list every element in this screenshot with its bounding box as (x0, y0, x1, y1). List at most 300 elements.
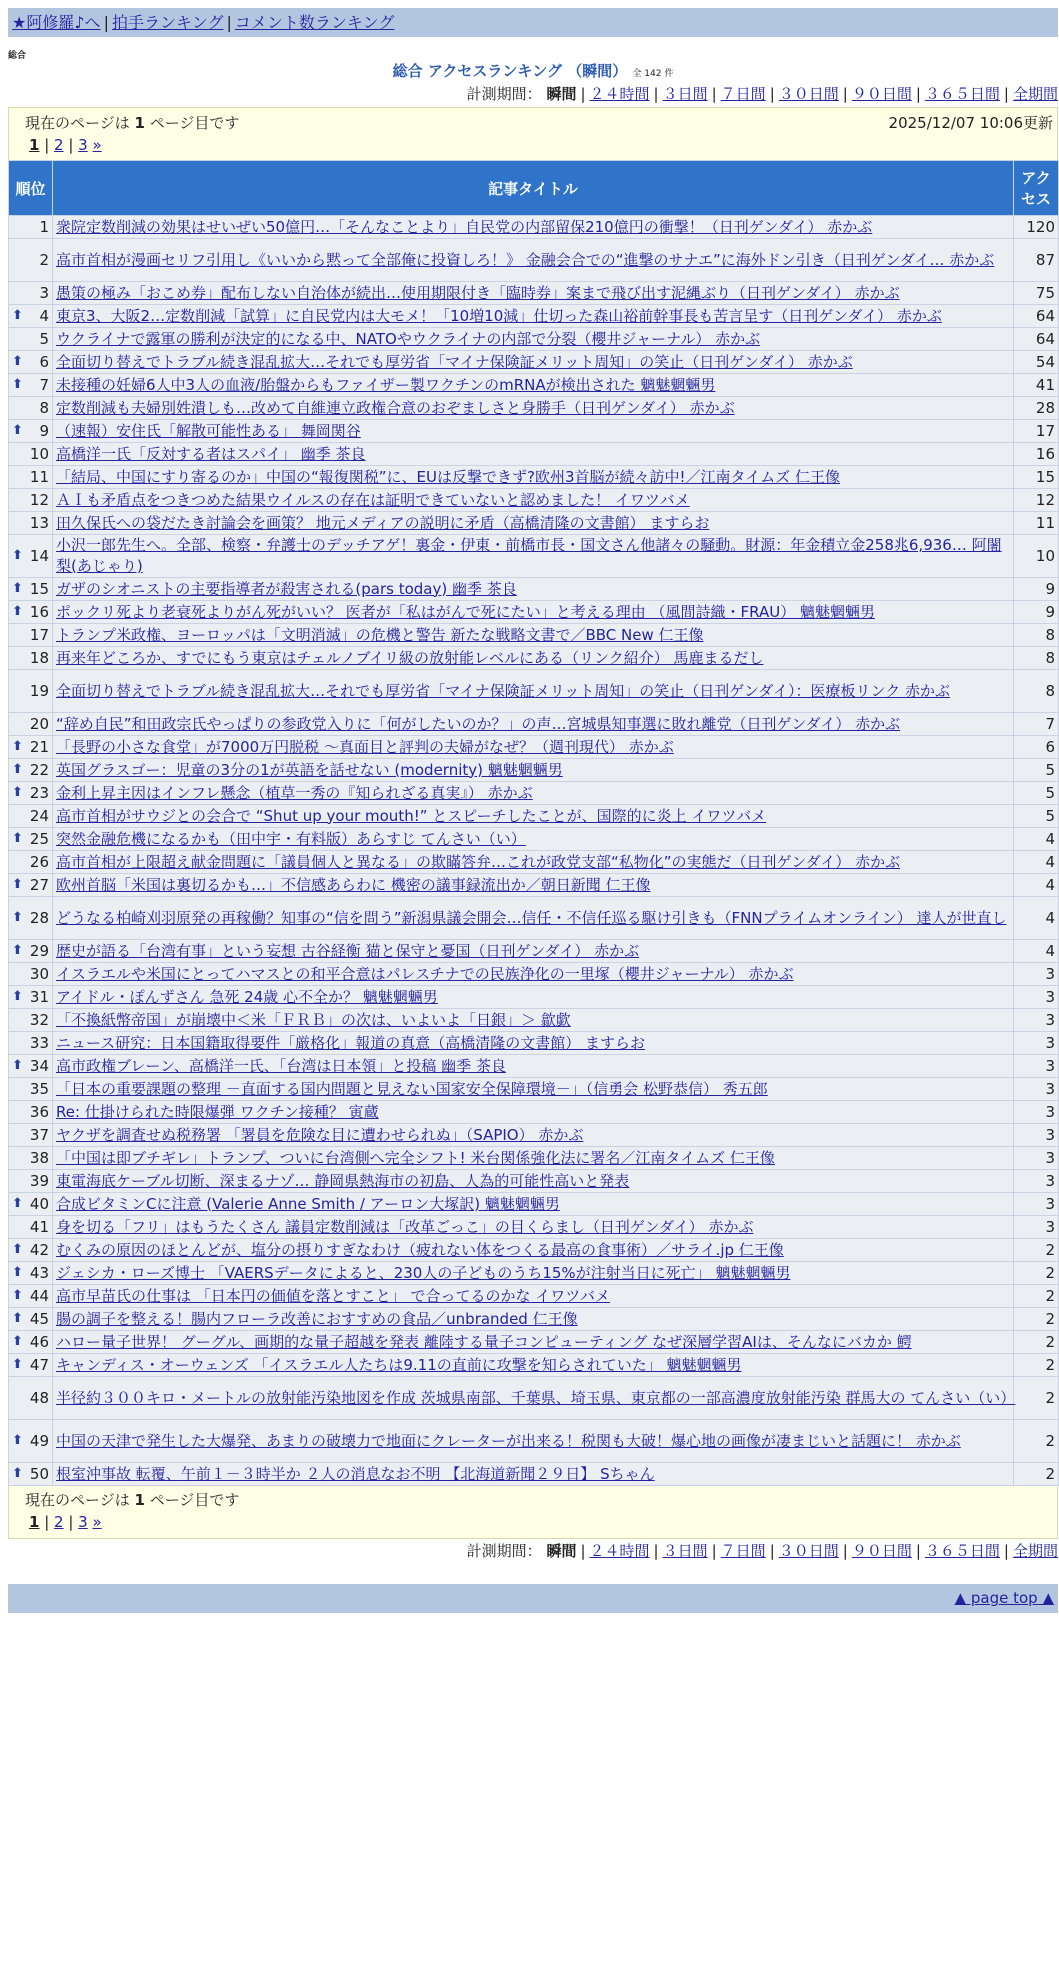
rank-cell (9, 512, 53, 535)
period-link-top[interactable]: ３日間 (662, 85, 708, 103)
article-link[interactable]: 歴史が語る「台湾有事」という妄想 古谷経衡 猫と保守と憂国（日刊ゲンダイ） 赤かぶ (56, 941, 640, 960)
page (8, 8, 1058, 1613)
rank-cell (9, 1147, 53, 1170)
rank-cell (9, 1032, 53, 1055)
rank-up-arrow-icon: ⬆ (12, 354, 23, 369)
table-row (9, 578, 1059, 601)
article-link[interactable]: どうなる柏崎刈羽原発の再稼働？知事の“信を問う”新潟県議会開会…信任・不信任巡る駆け引きも（FNNプライムオンライン） 達人が世直し (56, 908, 1007, 927)
period-separator: | (711, 85, 717, 103)
access-count: 3 (1014, 1170, 1059, 1193)
table-row (9, 736, 1059, 759)
title-cell (53, 1147, 1014, 1170)
access-count: 7 (1014, 713, 1059, 736)
access-count: 8 (1014, 670, 1059, 713)
table-row (9, 828, 1059, 851)
title-cell (53, 1193, 1014, 1216)
title-cell (53, 1285, 1014, 1308)
table-row (9, 535, 1059, 578)
page-title: 総合 アクセスランキング （瞬間） (392, 62, 628, 80)
period-separator: | (1003, 85, 1009, 103)
rank-number: 38 (29, 1149, 49, 1167)
access-count: 2 (1014, 1308, 1059, 1331)
rank-number: 19 (29, 682, 49, 700)
title-cell (53, 535, 1014, 578)
title-cell (53, 1009, 1014, 1032)
table-row (9, 1055, 1059, 1078)
table-row (9, 1009, 1059, 1032)
title-cell (53, 851, 1014, 874)
article-link[interactable]: トランプ米政権、ヨーロッパは「文明消滅」の危機と警告 新たな戦略文書で／BBC New 仁王像 (56, 625, 704, 644)
title-cell (53, 670, 1014, 713)
rank-cell (9, 1170, 53, 1193)
page-top-link[interactable]: ▲ page top ▲ (954, 1589, 1054, 1607)
period-link-top[interactable]: ７日間 (720, 85, 766, 103)
rank-number: 13 (29, 514, 49, 532)
comment-ranking-link[interactable]: コメント数ランキング (234, 13, 395, 32)
article-link[interactable]: 衆院定数削減の効果はせいぜい50億円…「そんなことより」自民党の内部留保210億円の衝撃！（日刊ゲンダイ） 赤かぶ (56, 217, 873, 236)
rank-number: 3 (39, 284, 49, 302)
article-link[interactable]: 欧州首脳「米国は裏切るかも…」不信感あらわに 機密の議事録流出か／朝日新聞 仁王像 (56, 875, 651, 894)
article-link[interactable]: 高市首相が上限超え献金問題に「議員個人と異なる」の欺瞞答弁…これが政党支部“私物化”の実態だ（日刊ゲンダイ） 赤かぶ (56, 852, 901, 871)
article-link[interactable]: 愚策の極み「おこめ券」配布しない自治体が続出…使用期限付き「臨時券」案まで飛び出す泥縄ぶり（日刊ゲンダイ） 赤かぶ (56, 283, 900, 302)
period-selector-top (8, 82, 1058, 107)
title-cell (53, 601, 1014, 624)
period-link-bottom[interactable]: ３日間 (662, 1542, 708, 1560)
article-link[interactable]: ジェシカ・ローズ博士 「VAERSデータによると、230人の子どものうち15%が注射当日に死亡」 魑魅魍魎男 (56, 1263, 791, 1282)
table-row (9, 713, 1059, 736)
rank-up-arrow-icon: ⬆ (12, 581, 23, 596)
period-link-bottom[interactable]: ３６５日間 (924, 1542, 1000, 1560)
access-count: 3 (1014, 1032, 1059, 1055)
page-title-row (8, 60, 1058, 82)
rank-number: 41 (29, 1218, 49, 1236)
period-selector-bottom (8, 1539, 1058, 1564)
period-separator: | (915, 85, 921, 103)
page-link[interactable]: 3 (78, 1513, 88, 1531)
rank-up-arrow-icon: ⬆ (12, 1196, 23, 1211)
access-count: 3 (1014, 986, 1059, 1009)
rank-cell (9, 940, 53, 963)
page-separator: | (39, 1513, 55, 1531)
rank-number: 1 (39, 218, 49, 236)
access-count: 2 (1014, 1285, 1059, 1308)
article-link[interactable]: 腸の調子を整える！腸内フローラ改善におすすめの食品／unbranded 仁王像 (56, 1309, 578, 1328)
access-count: 64 (1014, 305, 1059, 328)
title-cell (53, 1354, 1014, 1377)
rank-cell (9, 282, 53, 305)
title-cell (53, 940, 1014, 963)
rank-number: 26 (29, 853, 49, 871)
access-count: 15 (1014, 466, 1059, 489)
article-link[interactable]: 全面切り替えでトラブル続き混乱拡大…それでも厚労省「マイナ保険証メリット周知」の笑止（日刊ゲンダイ） 赤かぶ (56, 352, 853, 371)
pagination-top (29, 136, 102, 154)
rank-cell (9, 805, 53, 828)
table-row (9, 1239, 1059, 1262)
access-count: 3 (1014, 963, 1059, 986)
access-count: 10 (1014, 535, 1059, 578)
rank-number: 21 (29, 738, 49, 756)
rank-number: 42 (29, 1241, 49, 1259)
table-row (9, 670, 1059, 713)
period-link-bottom[interactable]: 全期間 (1012, 1542, 1058, 1560)
article-link[interactable]: 半径約３００キロ・メートルの放射能汚染地図を作成 茨城県南部、千葉県、埼玉県、東京都の一部高濃度放射能汚染 群馬大の てんさい（い） (56, 1388, 1016, 1407)
rank-cell (9, 874, 53, 897)
period-separator: | (580, 85, 586, 103)
title-cell (53, 647, 1014, 670)
rank-number: 43 (29, 1264, 49, 1282)
rank-cell (9, 647, 53, 670)
title-cell (53, 1124, 1014, 1147)
period-link-bottom[interactable]: ９０日間 (851, 1542, 912, 1560)
rank-number: 47 (29, 1356, 49, 1374)
rank-up-arrow-icon: ⬆ (12, 943, 23, 958)
access-count: 75 (1014, 282, 1059, 305)
page-current: 1 (29, 136, 40, 154)
article-link[interactable]: 高市首相がサウジとの会合で “Shut up your mouth!” とスピーチしたことが、国際的に炎上 イワツバメ (56, 806, 767, 825)
rank-number: 8 (39, 399, 49, 417)
table-row (9, 647, 1059, 670)
title-cell (53, 216, 1014, 239)
table-row (9, 1377, 1059, 1420)
page-link[interactable]: 2 (54, 136, 64, 154)
rank-cell (9, 897, 53, 940)
period-label: 計測期間： (466, 1542, 547, 1560)
table-row (9, 1101, 1059, 1124)
article-link[interactable]: 定数削減も夫婦別姓潰しも…改めて自維連立政権合意のおぞましさと身勝手（日刊ゲンダイ） 赤かぶ (56, 398, 735, 417)
rank-up-arrow-icon: ⬆ (12, 1311, 23, 1326)
rank-up-arrow-icon: ⬆ (12, 548, 23, 563)
title-cell (53, 1331, 1014, 1354)
rank-cell (9, 305, 53, 328)
access-count: 64 (1014, 328, 1059, 351)
rank-cell (9, 1331, 53, 1354)
rank-number: 25 (29, 830, 49, 848)
rank-up-arrow-icon: ⬆ (12, 1433, 23, 1448)
rank-cell (9, 851, 53, 874)
period-link-top[interactable]: ３６５日間 (924, 85, 1000, 103)
article-link[interactable]: 「日本の重要課題の整理 －直面する国内問題と見えない国家安全保障環境－」（信勇会 松野恭信） 秀五郎 (56, 1079, 768, 1098)
access-count: 8 (1014, 624, 1059, 647)
title-cell (53, 397, 1014, 420)
rank-number: 22 (29, 761, 49, 779)
rank-cell (9, 443, 53, 466)
article-link[interactable]: 「長野の小さな食堂」が7000万円脱税 〜真面目と評判の夫婦がなぜ？（週刊現代） 赤かぶ (56, 737, 674, 756)
table-row (9, 420, 1059, 443)
rank-number: 30 (29, 965, 49, 983)
title-cell (53, 1078, 1014, 1101)
period-link-top[interactable]: ２４時間 (589, 85, 650, 103)
page-link[interactable]: 3 (78, 136, 88, 154)
title-cell (53, 1055, 1014, 1078)
table-header-row (9, 161, 1059, 216)
period-separator: | (653, 85, 659, 103)
page-info-bottom (8, 1486, 1058, 1539)
rank-number: 10 (29, 445, 49, 463)
table-row (9, 397, 1059, 420)
table-row (9, 1078, 1059, 1101)
article-link[interactable]: 中国の天津で発生した大爆発、あまりの破壊力で地面にクレーターが出来る！税関も大破！爆心地の画像が凄まじいと話題に！ 赤かぶ (56, 1431, 961, 1450)
rank-cell (9, 1124, 53, 1147)
access-count: 87 (1014, 239, 1059, 282)
table-row (9, 759, 1059, 782)
access-count: 17 (1014, 420, 1059, 443)
pagination-bottom (29, 1513, 102, 1531)
rank-cell (9, 1308, 53, 1331)
rank-cell (9, 1193, 53, 1216)
title-cell (53, 1377, 1014, 1420)
article-link[interactable]: ＡＩも矛盾点をつきつめた結果ウイルスの存在は証明できていないと認めました！ イワツバメ (56, 490, 690, 509)
period-separator: | (842, 85, 848, 103)
access-count: 9 (1014, 601, 1059, 624)
article-link[interactable]: ウクライナで露軍の勝利が決定的になる中、NATOやウクライナの内部で分裂（櫻井ジャーナル） 赤かぶ (56, 329, 761, 348)
title-cell (53, 897, 1014, 940)
article-link[interactable]: “辞め自民”和田政宗氏やっぱりの参政党入りに「何がしたいのか？」の声…宮城県知事選に敗れ離党（日刊ゲンダイ） 赤かぶ (56, 714, 901, 733)
access-count: 3 (1014, 1216, 1059, 1239)
rank-number: 40 (29, 1195, 49, 1213)
table-row (9, 282, 1059, 305)
rank-number: 18 (29, 649, 49, 667)
article-link[interactable]: 根室沖事故 転覆、午前１－３時半か ２人の消息なお不明 【北海道新聞２９日】 Sちゃん (56, 1464, 655, 1483)
page-link[interactable]: 2 (54, 1513, 64, 1531)
article-link[interactable]: 高市首相が漫画セリフ引用し《いいから黙って全部俺に投資しろ！》 金融会合での“進撃のサナエ”に海外ドン引き（日刊ゲンダイ… 赤かぶ (56, 250, 995, 269)
rank-number: 33 (29, 1034, 49, 1052)
title-cell (53, 986, 1014, 1009)
access-count: 2 (1014, 1463, 1059, 1486)
table-row (9, 216, 1059, 239)
access-count: 5 (1014, 782, 1059, 805)
article-link[interactable]: 「結局、中国にすり寄るのか」中国の“報復関税”に、EUは反撃できず?欧州3首脳が続々訪中!／江南タイムズ 仁王像 (56, 467, 840, 486)
title-cell (53, 828, 1014, 851)
title-cell (53, 1262, 1014, 1285)
rank-cell (9, 986, 53, 1009)
article-link[interactable]: 東電海底ケーブル切断、深まるナゾ… 静岡県熱海市の初島、人為的可能性高いと発表 (56, 1171, 630, 1190)
article-link[interactable]: 「不換紙幣帝国」が崩壊中＜米「ＦＲＢ」の次は、いよいよ「日銀」＞ 歙歔 (56, 1010, 571, 1029)
rank-up-arrow-icon: ⬆ (12, 1334, 23, 1349)
article-link[interactable]: むくみの原因のほとんどが、塩分の摂りすぎなわけ（疲れない体をつくる最高の食事術）／サライ.jp 仁王像 (56, 1240, 784, 1259)
article-link[interactable]: 突然金融危機になるかも（田中宇・有料版）あらすじ てんさい（い） (56, 829, 526, 848)
period-separator: | (769, 85, 775, 103)
table-row (9, 986, 1059, 1009)
table-row (9, 1354, 1059, 1377)
rank-up-arrow-icon: ⬆ (12, 308, 23, 323)
title-cell (53, 1170, 1014, 1193)
article-link[interactable]: ガザのシオニストの主要指導者が殺害される(pars today) 幽季 茶良 (56, 579, 517, 598)
access-count: 120 (1014, 216, 1059, 239)
access-count: 4 (1014, 897, 1059, 940)
period-link-top[interactable]: ３０日間 (778, 85, 839, 103)
table-row (9, 443, 1059, 466)
article-link[interactable]: 全面切り替えでトラブル続き混乱拡大…それでも厚労省「マイナ保険証メリット周知」の笑止（日刊ゲンダイ）：医療板リンク 赤かぶ (56, 681, 950, 700)
rank-cell (9, 374, 53, 397)
table-row (9, 1463, 1059, 1486)
rank-number: 15 (29, 580, 49, 598)
title-cell (53, 328, 1014, 351)
table-row (9, 1420, 1059, 1463)
article-link[interactable]: イスラエルや米国にとってハマスとの和平合意はパレスチナでの民族浄化の一里塚（櫻井ジャーナル） 赤かぶ (56, 964, 794, 983)
page-separator: | (63, 136, 79, 154)
current-page-text: 現在のページは 1 ページ目です (25, 114, 240, 132)
rank-number: 45 (29, 1310, 49, 1328)
access-count: 8 (1014, 647, 1059, 670)
rank-up-arrow-icon: ⬆ (12, 1058, 23, 1073)
period-current-top: 瞬間 (546, 85, 577, 103)
home-link[interactable]: ★阿修羅♪へ (12, 13, 101, 32)
table-row (9, 940, 1059, 963)
rank-number: 44 (29, 1287, 49, 1305)
table-row (9, 328, 1059, 351)
rank-number: 5 (39, 330, 49, 348)
rank-cell (9, 328, 53, 351)
title-cell (53, 713, 1014, 736)
article-link[interactable]: 小沢一郎先生へ。全部、検察・弁護士のデッチアゲ！裏金・伊東・前橋市長・国文さん他諸々の騒動。財源：年金積立金258兆6,936… 阿闍梨(あじゃり) (56, 536, 1002, 575)
title-cell (53, 759, 1014, 782)
table-row (9, 305, 1059, 328)
rank-number: 6 (39, 353, 49, 371)
table-row (9, 624, 1059, 647)
article-link[interactable]: ハロー量子世界！ グーグル、画期的な量子超越を発表 離陸する量子コンピューティング なぜ深層学習AIは、そんなにバカか 鰐 (56, 1332, 912, 1351)
title-cell (53, 466, 1014, 489)
title-cell (53, 782, 1014, 805)
article-link[interactable]: アイドル・ぽんずさん 急死 24歳 心不全か？ 魑魅魍魎男 (56, 987, 438, 1006)
table-row (9, 963, 1059, 986)
page-next-link[interactable]: » (92, 1513, 102, 1531)
article-link[interactable]: 「中国は即ブチギレ」トランプ、ついに台湾側へ完全シフト! 米台関係強化法に署名／江南タイムズ 仁王像 (56, 1148, 775, 1167)
table-row (9, 374, 1059, 397)
rank-cell (9, 670, 53, 713)
title-cell (53, 1216, 1014, 1239)
rank-number: 28 (29, 909, 49, 927)
title-cell (53, 420, 1014, 443)
period-separator: | (653, 1542, 659, 1560)
article-link[interactable]: 身を切る「フリ」はもうたくさん 議員定数削減は「改革ごっこ」の目くらまし（日刊ゲンダイ） 赤かぶ (56, 1217, 754, 1236)
title-cell (53, 1463, 1014, 1486)
article-link[interactable]: 金利上昇主因はインフレ懸念（植草一秀の『知られざる真実』） 赤かぶ (56, 783, 533, 802)
rank-number: 32 (29, 1011, 49, 1029)
table-row (9, 466, 1059, 489)
access-count: 4 (1014, 851, 1059, 874)
period-link-bottom[interactable]: ７日間 (720, 1542, 766, 1560)
rank-up-arrow-icon: ⬆ (12, 1357, 23, 1372)
article-link[interactable]: 高市早苗氏の仕事は 「日本円の価値を落とすこと」 で合ってるのかな イワツバメ (56, 1286, 611, 1305)
article-link[interactable]: Re: 仕掛けられた時限爆弾 ワクチン接種？ 寅蔵 (56, 1102, 379, 1121)
table-row (9, 1285, 1059, 1308)
table-row (9, 601, 1059, 624)
rank-cell (9, 1354, 53, 1377)
rank-cell (9, 535, 53, 578)
rank-cell (9, 239, 53, 282)
period-link-top[interactable]: 全期間 (1012, 85, 1058, 103)
period-separator: | (769, 1542, 775, 1560)
period-link-bottom[interactable]: ３０日間 (778, 1542, 839, 1560)
rank-number: 49 (29, 1432, 49, 1450)
article-link[interactable]: キャンディス・オーウェンズ 「イスラエル人たちは9.11の直前に攻撃を知らされていた」 魑魅魍魎男 (56, 1355, 742, 1374)
period-link-bottom[interactable]: ２４時間 (589, 1542, 650, 1560)
rank-number: 7 (39, 376, 49, 394)
rank-cell (9, 782, 53, 805)
rank-up-arrow-icon: ⬆ (12, 877, 23, 892)
rank-number: 16 (29, 603, 49, 621)
page-current: 1 (29, 1513, 40, 1531)
article-link[interactable]: 東京3、大阪2…定数削減「試算」に自民党内は大モメ！「10増10減」仕切った森山裕前幹事長も苦言呈す（日刊ゲンダイ） 赤かぶ (56, 306, 942, 325)
article-link[interactable]: 合成ビタミンCに注意 (Valerie Anne Smith / アーロン大塚訳) 魑魅魍魎男 (56, 1194, 560, 1213)
rank-up-arrow-icon: ⬆ (12, 762, 23, 777)
rank-cell (9, 1463, 53, 1486)
table-row (9, 897, 1059, 940)
rank-number: 4 (39, 307, 49, 325)
rank-cell (9, 1420, 53, 1463)
access-count: 5 (1014, 759, 1059, 782)
access-count: 9 (1014, 578, 1059, 601)
top-nav: ★阿修羅♪へ | 拍手ランキング | コメント数ランキング (8, 8, 1058, 37)
title-cell (53, 239, 1014, 282)
title-cell (53, 736, 1014, 759)
title-cell (53, 351, 1014, 374)
rank-number: 36 (29, 1103, 49, 1121)
article-link[interactable]: ポックリ死より老衰死よりがん死がいい？ 医者が「私はがんで死にたい」と考える理由 （風間詩織・FRAU） 魑魅魍魎男 (56, 602, 875, 621)
period-separator: | (711, 1542, 717, 1560)
rank-number: 20 (29, 715, 49, 733)
access-count: 28 (1014, 397, 1059, 420)
rank-up-arrow-icon: ⬆ (12, 989, 23, 1004)
rank-number: 35 (29, 1080, 49, 1098)
article-link[interactable]: 英国グラスゴー：児童の3分の1が英語を話せない (modernity) 魑魅魍魎男 (56, 760, 563, 779)
table-row (9, 1193, 1059, 1216)
article-link[interactable]: 高橋洋一氏「反対する者はスパイ」 幽季 茶良 (56, 444, 366, 463)
access-count: 3 (1014, 1078, 1059, 1101)
rank-number: 11 (29, 468, 49, 486)
rank-cell (9, 963, 53, 986)
article-link[interactable]: 田久保氏への袋だたき討論会を画策？ 地元メディアの説明に矛盾（高橋清隆の文書館） ますらお (56, 513, 710, 532)
article-link[interactable]: 未接種の妊婦6人中3人の血液/胎盤からもファイザー製ワクチンのmRNAが検出された 魑魅魍魎男 (56, 375, 716, 394)
rank-cell (9, 601, 53, 624)
rank-number: 9 (39, 422, 49, 440)
rank-up-arrow-icon: ⬆ (12, 1288, 23, 1303)
access-count: 2 (1014, 1377, 1059, 1420)
article-link[interactable]: 高市政権ブレーン、高橋洋一氏、「台湾は日本領」と投稿 幽季 茶良 (56, 1056, 506, 1075)
article-link[interactable]: ニュース研究：日本国籍取得要件「厳格化」報道の真意（高橋清隆の文書館） ますらお (56, 1033, 646, 1052)
article-link[interactable]: 再来年どころか、すでにもう東京はチェルノブイリ級の放射能レベルにある（リンク紹介） 馬鹿まるだし (56, 648, 764, 667)
rank-number: 14 (29, 547, 49, 565)
period-link-top[interactable]: ９０日間 (851, 85, 912, 103)
title-cell (53, 1239, 1014, 1262)
footer-bar (8, 1584, 1058, 1613)
page-next-link[interactable]: » (92, 136, 102, 154)
ranking-body (9, 216, 1059, 1486)
clap-ranking-link[interactable]: 拍手ランキング (111, 13, 224, 32)
title-cell (53, 489, 1014, 512)
rank-cell (9, 216, 53, 239)
rank-number: 48 (29, 1389, 49, 1407)
rank-cell (9, 1239, 53, 1262)
rank-up-arrow-icon: ⬆ (12, 785, 23, 800)
access-count: 2 (1014, 1239, 1059, 1262)
period-current-bottom: 瞬間 (546, 1542, 577, 1560)
table-row (9, 874, 1059, 897)
table-row (9, 1032, 1059, 1055)
period-separator: | (1003, 1542, 1009, 1560)
rank-number: 46 (29, 1333, 49, 1351)
article-link[interactable]: （速報）安住氏「解散可能性ある」 舞岡関谷 (56, 421, 361, 440)
period-label: 計測期間： (466, 85, 547, 103)
table-row (9, 1170, 1059, 1193)
title-cell (53, 1420, 1014, 1463)
article-link[interactable]: ヤクザを調査せぬ税務署 「署員を危険な目に遭わせられぬ」（SAPIO） 赤かぶ (56, 1125, 584, 1144)
rank-cell (9, 1216, 53, 1239)
access-count: 5 (1014, 805, 1059, 828)
access-count: 3 (1014, 1124, 1059, 1147)
title-cell (53, 512, 1014, 535)
access-count: 3 (1014, 1055, 1059, 1078)
